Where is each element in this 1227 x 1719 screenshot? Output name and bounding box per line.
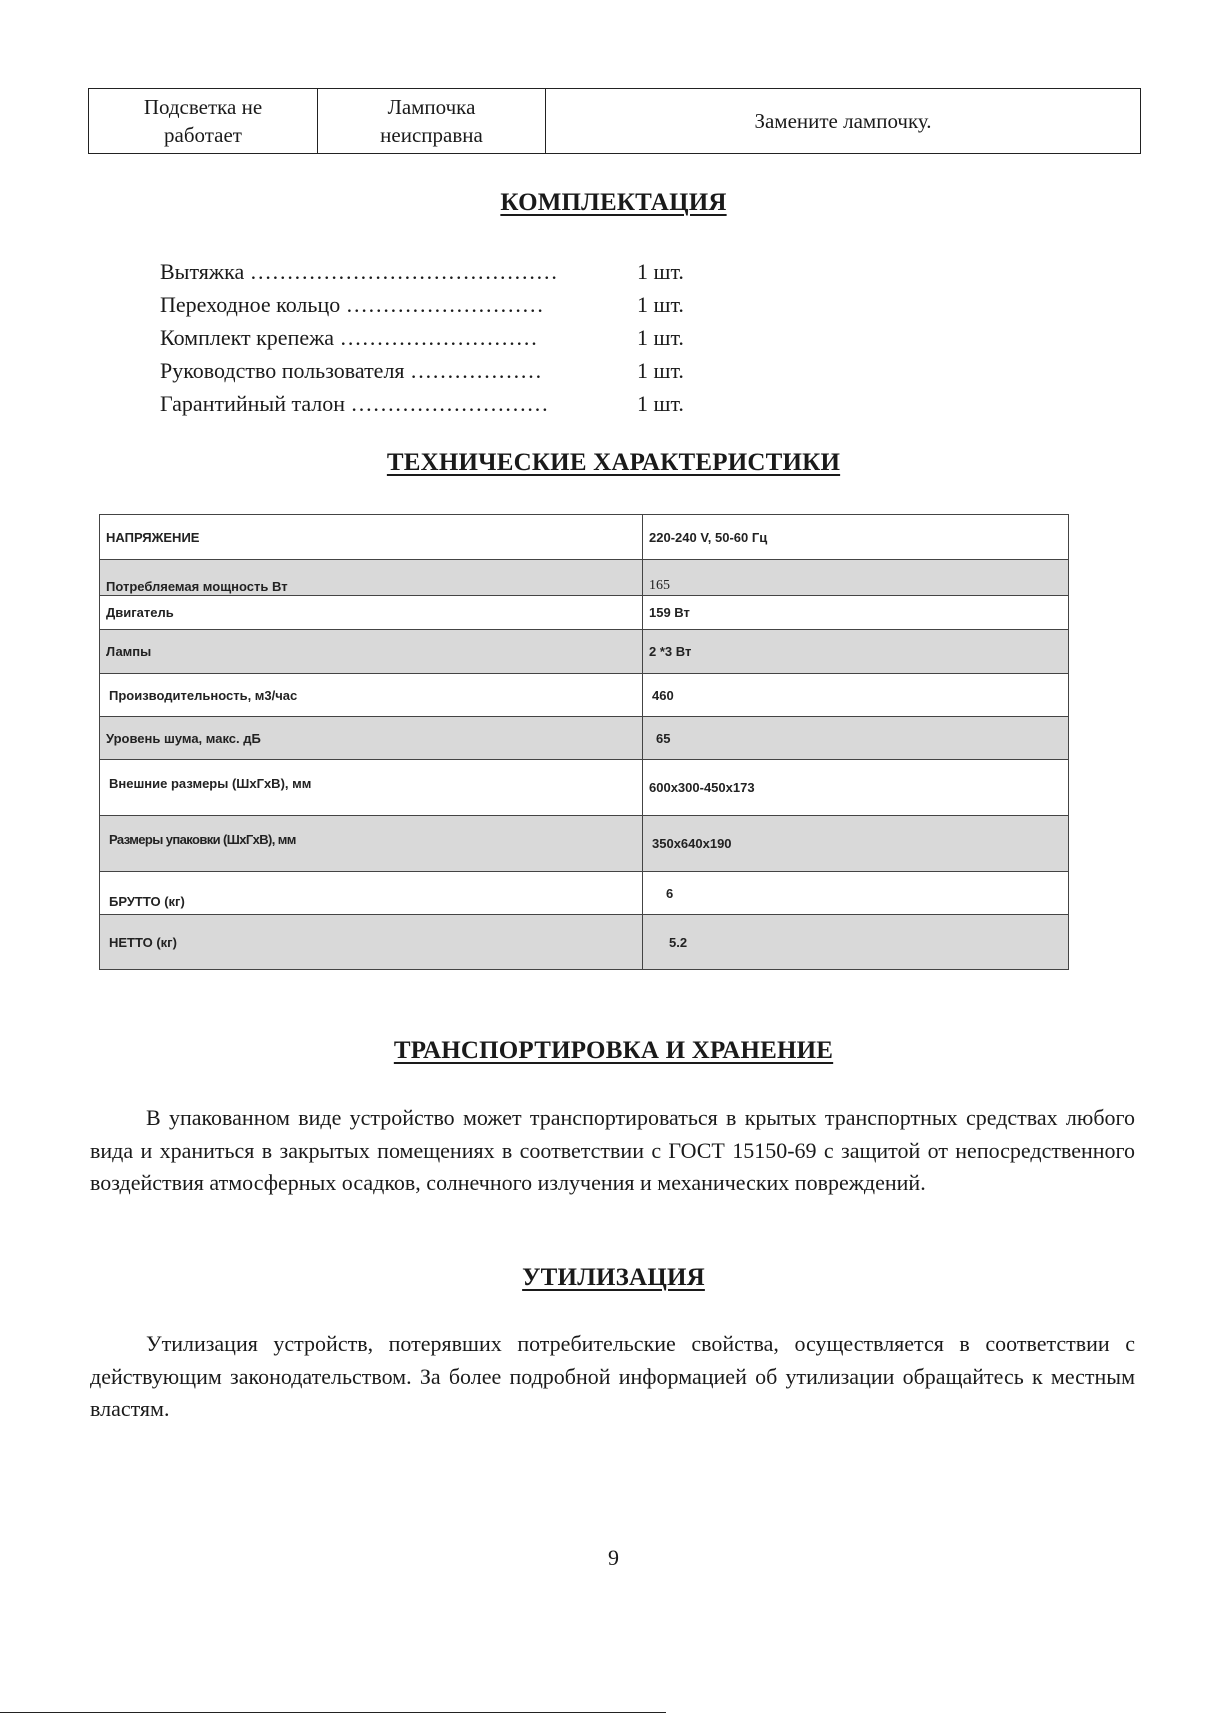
transport-paragraph: В упакованном виде устройство может транспортироваться в крытых транспортных средствах любого вида и храниться в закрытых помещениях в соответствии с ГОСТ 15150-69 с защитой от непосредственного воздействия атмосферных осадков, солнечного излучения и механических повреждений. — [90, 1105, 1135, 1195]
spec-key: Потребляемая мощность Вт — [100, 560, 643, 596]
kit-item — [160, 288, 720, 321]
kit-item — [160, 387, 720, 420]
spec-value: 165 — [643, 560, 1069, 596]
kit-item-qty: 1 шт. — [637, 292, 684, 317]
spec-key: Размеры упаковки (ШхГхВ), мм — [100, 816, 643, 872]
kit-heading: КОМПЛЕКТАЦИЯ — [500, 189, 727, 216]
kit-item-label: Руководство пользователя ……………… — [160, 358, 543, 383]
spec-value: 159 Вт — [643, 596, 1069, 630]
problem-cell — [89, 89, 318, 154]
troubleshooting-row — [89, 89, 1141, 154]
kit-item-qty: 1 шт. — [637, 325, 684, 350]
specs-table — [99, 514, 1069, 970]
problem-line-2: работает — [164, 123, 242, 147]
spec-row — [100, 872, 1069, 915]
kit-item-label: Комплект крепежа ……………………… — [160, 325, 538, 350]
disposal-heading: УТИЛИЗАЦИЯ — [522, 1264, 705, 1291]
kit-item — [160, 354, 720, 387]
spec-row — [100, 717, 1069, 760]
cause-line-1: Лампочка — [387, 95, 476, 119]
spec-row — [100, 560, 1069, 596]
spec-row — [100, 915, 1069, 970]
kit-item-qty: 1 шт. — [637, 391, 684, 416]
spec-value: 6 — [643, 872, 1069, 915]
spec-key: НАПРЯЖЕНИЕ — [100, 515, 643, 560]
spec-row — [100, 515, 1069, 560]
spec-key: Двигатель — [100, 596, 643, 630]
page-number: 9 — [608, 1545, 619, 1570]
spec-value: 2 *3 Вт — [643, 630, 1069, 674]
spec-value: 5.2 — [643, 915, 1069, 970]
specs-heading: ТЕХНИЧЕСКИЕ ХАРАКТЕРИСТИКИ — [386, 449, 841, 476]
footer-divider — [0, 1712, 666, 1713]
spec-key: Производительность, м3/час — [100, 674, 643, 717]
kit-item — [160, 321, 720, 354]
spec-row — [100, 630, 1069, 674]
kit-item-label: Вытяжка …………………………………… — [160, 259, 558, 284]
troubleshooting-table — [88, 88, 1141, 154]
problem-line-1: Подсветка не — [143, 95, 263, 119]
kit-item-qty: 1 шт. — [637, 259, 684, 284]
spec-value: 600x300-450x173 — [643, 760, 1069, 816]
kit-item-label: Гарантийный талон ……………………… — [160, 391, 549, 416]
spec-key: НЕТТО (кг) — [100, 915, 643, 970]
spec-row — [100, 760, 1069, 816]
spec-value: 350x640x190 — [643, 816, 1069, 872]
spec-value: 460 — [643, 674, 1069, 717]
spec-row — [100, 816, 1069, 872]
kit-item — [160, 255, 720, 288]
kit-list — [160, 255, 720, 420]
transport-heading: ТРАНСПОРТИРОВКА И ХРАНЕНИЕ — [393, 1037, 834, 1064]
spec-key: Лампы — [100, 630, 643, 674]
cause-line-2: неисправна — [380, 123, 483, 147]
spec-row — [100, 596, 1069, 630]
spec-key: БРУТТО (кг) — [100, 872, 643, 915]
spec-key: Внешние размеры (ШхГхВ), мм — [100, 760, 643, 816]
spec-key: Уровень шума, макс. дБ — [100, 717, 643, 760]
spec-row — [100, 674, 1069, 717]
disposal-paragraph: Утилизация устройств, потерявших потребительские свойства, осуществляется в соответствии с действующим законодательством. За более подробной информацией об утилизации обращайтесь к местным властям. — [90, 1331, 1135, 1421]
remedy-cell: Замените лампочку. — [546, 89, 1141, 154]
kit-item-qty: 1 шт. — [637, 358, 684, 383]
kit-item-label: Переходное кольцо ……………………… — [160, 292, 544, 317]
cause-cell — [318, 89, 546, 154]
spec-value: 220-240 V, 50-60 Гц — [643, 515, 1069, 560]
spec-value: 65 — [643, 717, 1069, 760]
